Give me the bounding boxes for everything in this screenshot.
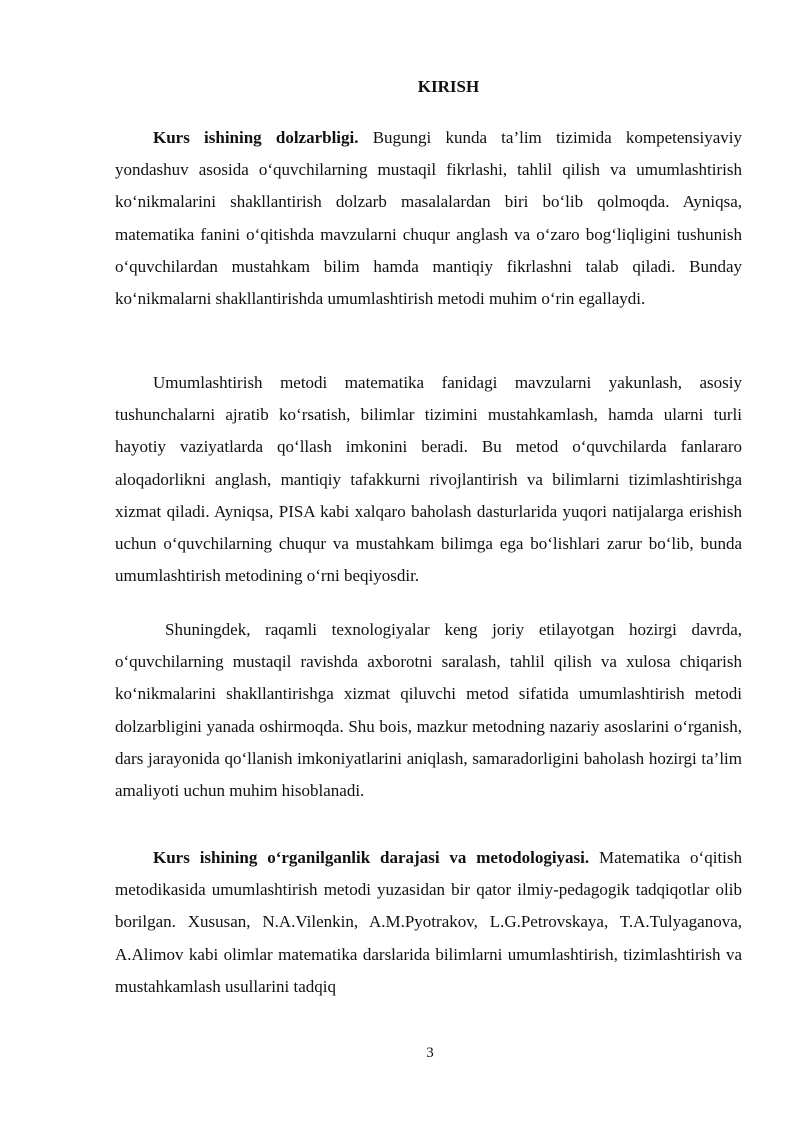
paragraph-text-methodology: Matematika o‘qitish metodikasida umumlashtirish metodi yuzasidan bir qator ilmiy-pedagogik tadqiqotlar olib borilgan. Xususan, N.A.Vilenkin, A.M.Pyotrakov, L.G.Petrovskaya, T.A.Tulyaganova, A.Alimov kabi olimlar matematika darslarida bilimlarni umumlashtirish, tizimlashtirish va mustahkamlash usullarini tadqiq — [115, 848, 743, 996]
document-page — [115, 0, 742, 1131]
page-number: 3 — [426, 1045, 434, 1061]
paragraph-text-relevance: Bugungi kunda ta’lim tizimida kompetensiyaviy yondashuv asosida o‘quvchilarning mustaqil fikrlashi, tahlil qilish va umumlashtirish ko‘nikmalarini shakllantirish dolzarb masalalardan biri bo‘lib qolmoqda. Ayniqsa, matematika fanini o‘qitishda mavzularni chuqur anglash va o‘zaro bog‘liqligini tushunish o‘quvchilardan mustahkam bilim hamda mantiqiy fikrlashni talab qiladi. Bunday ko‘nikmalarni shakllantirishda umumlashtirish metodi muhim o‘rin egallaydi. — [115, 128, 742, 309]
paragraph-text-digital: Shuningdek, raqamli texnologiyalar keng joriy etilayotgan hozirgi davrda, o‘quvchilarning mustaqil ravishda axborotni saralash, tahlil qilish va xulosa chiqarish ko‘nikmalarini shakllantirishga xizmat qiluvchi metod sifatida umumlashtirish metodi dolzarbligini yanada oshirmoqda. Shu bois, mazkur metodning nazariy asoslarini o‘rganish, dars jarayonida qo‘llanish imkoniyatlarini aniqlash, samaradorligini baholash hozirgi ta’lim amaliyoti uchun muhim hisoblanadi. — [115, 620, 742, 801]
paragraph-digital — [115, 614, 742, 807]
paragraph-lead-relevance: Kurs ishining dolzarbligi. — [153, 128, 359, 147]
section-heading: KIRISH — [417, 77, 480, 96]
paragraph-method — [115, 367, 742, 592]
paragraph-relevance — [115, 122, 742, 315]
paragraph-methodology — [115, 842, 742, 1003]
paragraph-lead-methodology: Kurs ishining o‘rganilganlik darajasi va metodologiyasi. — [153, 848, 590, 867]
paragraph-text-method: Umumlashtirish metodi matematika fanidagi mavzularni yakunlash, asosiy tushunchalarni ajratib ko‘rsatish, bilimlar tizimini mustahkamlash, hamda ularni turli hayotiy vaziyatlarda qo‘llash imkonini beradi. Bu metod o‘quvchilarda fanlararo aloqadorlikni anglash, mantiqiy tafakkurni rivojlantirish va bilimlarni tizimlashtirishga xizmat qiladi. Ayniqsa, PISA kabi xalqaro baholash dasturlarida yuqori natijalarga erishish uchun o‘quvchilarning chuqur va mustahkam bilimga ega bo‘lishlari zarur bo‘lib, bunda umumlashtirish metodining o‘rni beqiyosdir. — [115, 373, 742, 586]
